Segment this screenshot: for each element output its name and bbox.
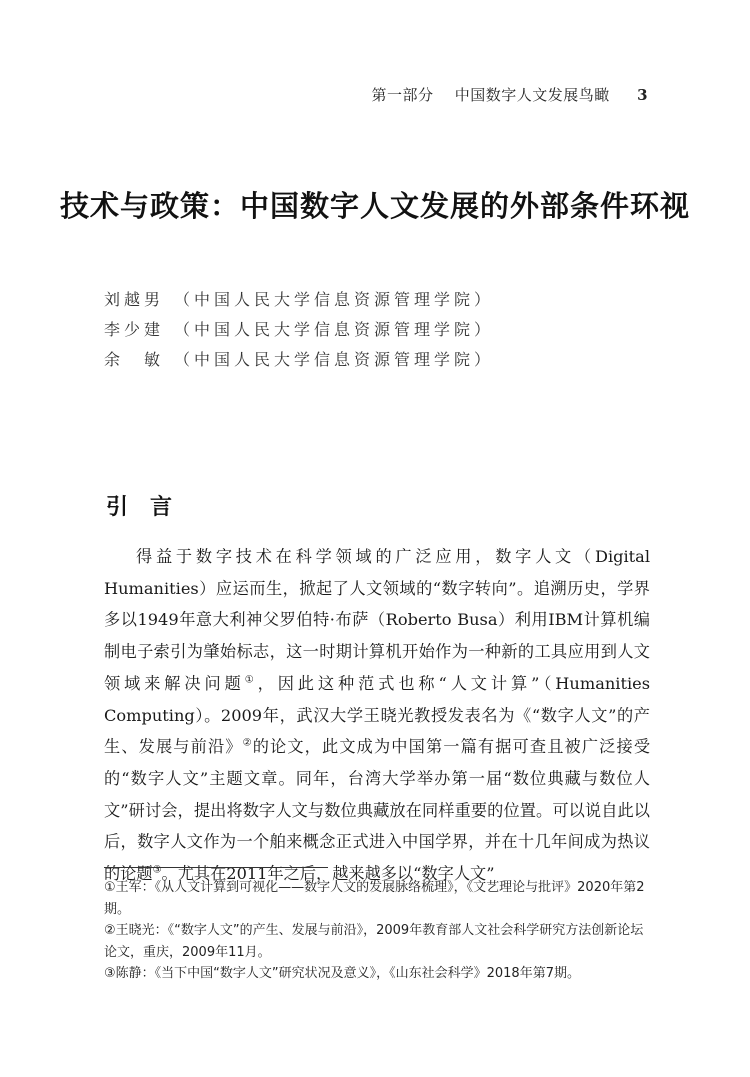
- footnote-1: ①王军：《从人文计算到可视化——数字人文的发展脉络梳理》，《文艺理论与批评》2020年第2期。: [104, 880, 645, 917]
- body-text-run: ，因此这种范式也称“人文计算”（Humanities Computing）。2009年，武汉大学王晓光教授发表名为《“数字人文”的产生、发展与前沿》: [104, 673, 651, 757]
- author-name: 余 敏: [104, 350, 165, 369]
- author-row: [104, 315, 494, 345]
- footnotes: [104, 877, 652, 985]
- body-text-run: 的论文，此文成为中国第一篇有据可查且被广泛接受的“数字人文”主题文章。同年，台湾大学举办第一届“数位典藏与数位人文”研讨会，提出将数字人文与数位典藏放在同样重要的位置。可以说自此以后，数字人文作为一个舶来概念正式进入中国学界，并在十几年间成为热议的论题: [104, 737, 651, 884]
- body-paragraph: [104, 541, 650, 890]
- footnote-ref-1[interactable]: ①: [244, 674, 258, 686]
- running-head: [371, 84, 648, 105]
- author-row: [104, 345, 494, 375]
- author-name: 李少建: [104, 320, 165, 339]
- author-affiliation: （中国人民大学信息资源管理学院）: [174, 290, 495, 309]
- running-head-part: 第一部分: [371, 86, 434, 104]
- section-heading: 引言: [106, 494, 195, 520]
- author-row: [104, 285, 494, 315]
- footnote-3: ③陈静：《当下中国“数字人文”研究状况及意义》，《山东社会科学》2018年第7期。: [104, 966, 580, 981]
- author-list: [104, 285, 494, 375]
- author-name: 刘越男: [104, 290, 165, 309]
- author-affiliation: （中国人民大学信息资源管理学院）: [174, 320, 495, 339]
- footnote-divider: [104, 867, 328, 868]
- author-affiliation: （中国人民大学信息资源管理学院）: [174, 350, 495, 369]
- body-text-run: 得益于数字技术在科学领域的广泛应用，数字人文（Digital Humanities）应运而生，掀起了人文领域的“数字转向”。追溯历史，学界多以1949年意大利神父罗伯特·布萨（Roberto Busa）利用IBM计算机编制电子索引为肇始标志，这一时期计算机开始作为一种新的工具应用到人文领域来解决问题: [104, 547, 650, 693]
- running-head-section: 中国数字人文发展鸟瞰: [454, 86, 610, 104]
- page-number: 3: [637, 86, 648, 104]
- footnote-ref-3[interactable]: ③: [152, 864, 162, 876]
- body-text-run: 。尤其在2011年之后，越来越多以“数字人文”: [161, 864, 495, 884]
- footnote-ref-2[interactable]: ②: [242, 737, 253, 749]
- chapter-title: 技术与政策：中国数字人文发展的外部条件环视: [59, 189, 690, 223]
- footnote-2: ②王晓光：《“数字人文”的产生、发展与前沿》，2009年教育部人文社会科学研究方法创新论坛论文，重庆，2009年11月。: [104, 923, 644, 960]
